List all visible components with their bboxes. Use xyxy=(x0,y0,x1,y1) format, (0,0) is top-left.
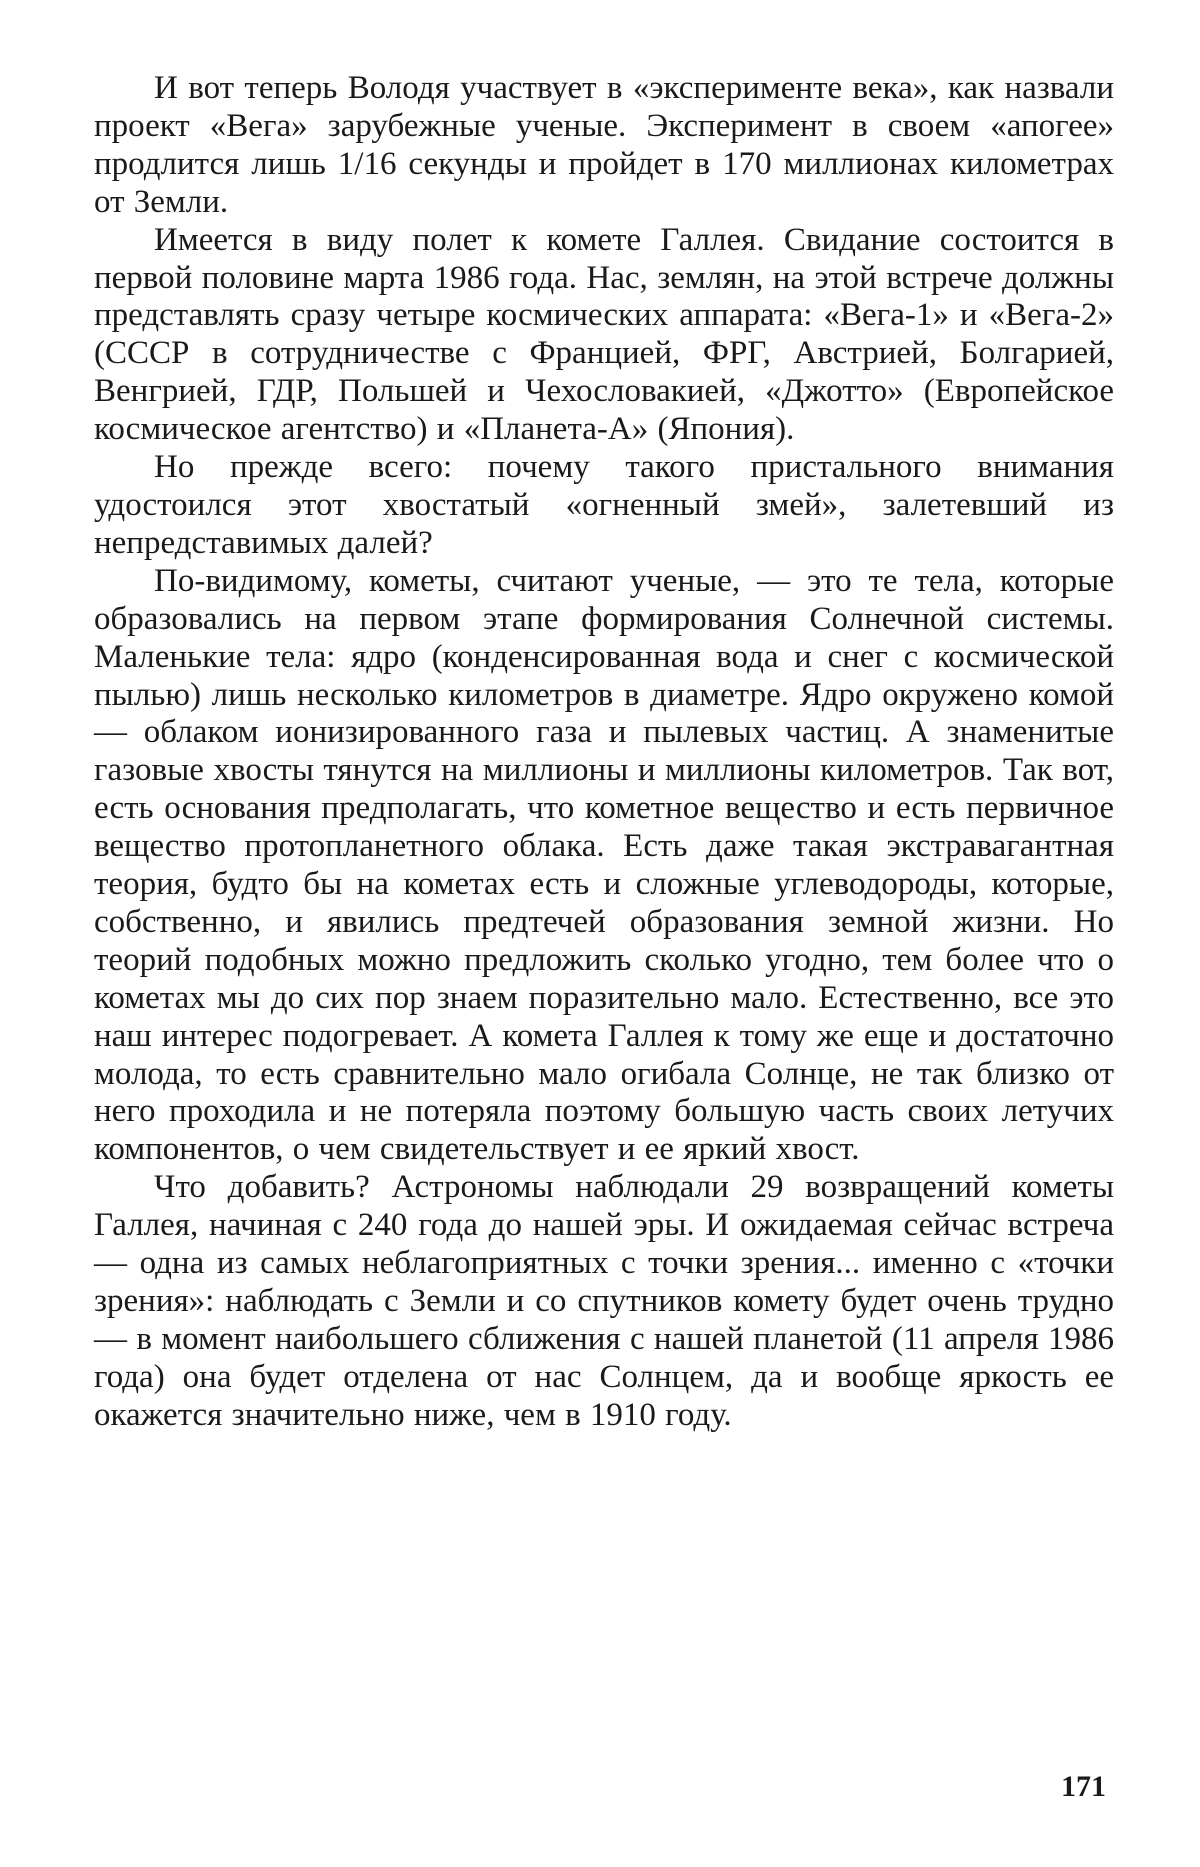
paragraph-comet-theory: По-видимому, кометы, считают ученые, — это те тела, которые образовались на первом этапе формирования Солнечной системы. Маленькие тела: ядро (конденсированная вода и снег с космической пылью) лишь несколько километров в диаметре. Ядро окружено комой — облаком ионизированного газа и пылевых частиц. А знаменитые газовые хвосты тянутся на миллионы и миллионы километров. Так вот, есть основания предполагать, что кометное вещество и есть первичное вещество протопланетного облака. Есть даже такая экстравагантная теория, будто бы на кометах есть и сложные углеводороды, которые, собственно, и явились предтечей образования земной жизни. Но теорий подобных можно предложить сколько угодно, тем более что о кометах мы до сих пор знаем поразительно мало. Естественно, все это наш интерес подогревает. А комета Галлея к тому же еще и достаточно молода, то есть сравнительно мало огибала Солнце, не так близко от него проходила и не потеряла поэтому большую часть своих летучих компонентов, о чем свидетельствует и ее яркий хвост. xyxy=(94,562,1114,1168)
page-number: 171 xyxy=(1061,1770,1106,1803)
paragraph-why-comet: Но прежде всего: почему такого пристального внимания удостоился этот хвостатый «огненный змей», залетевший из непредставимых далей? xyxy=(94,449,1114,561)
paragraph-vega-experiment: И вот теперь Володя участвует в «эксперименте века», как назвали проект «Вега» зарубежные ученые. Эксперимент в своем «апогее» продлится лишь 1/16 секунды и пройдет в 170 миллионах километрах от Земли. xyxy=(94,70,1114,220)
paragraph-halley-flyby: Имеется в виду полет к комете Галлея. Свидание состоится в первой половине марта 1986 года. Нас, землян, на этой встрече должны представлять сразу четыре космических аппарата: «Вега-1» и «Вега-2» (СССР в сотрудничестве с Францией, ФРГ, Австрией, Болгарией, Венгрией, ГДР, Польшей и Чехословакией, «Джотто» (Европейское космическое агентство) и «Планета-А» (Япония). xyxy=(94,221,1114,448)
paragraph-observations: Что добавить? Астрономы наблюдали 29 возвращений кометы Галлея, начиная с 240 года до нашей эры. И ожидаемая сейчас встреча — одна из самых неблагоприятных с точки зрения... именно с «точки зрения»: наблюдать с Земли и со спутников комету будет очень трудно — в момент наибольшего сближения с нашей планетой (11 апреля 1986 года) она будет отделена от нас Солнцем, да и вообще яркость ее окажется значительно ниже, чем в 1910 году. xyxy=(94,1169,1114,1433)
body-text xyxy=(94,70,1114,1435)
